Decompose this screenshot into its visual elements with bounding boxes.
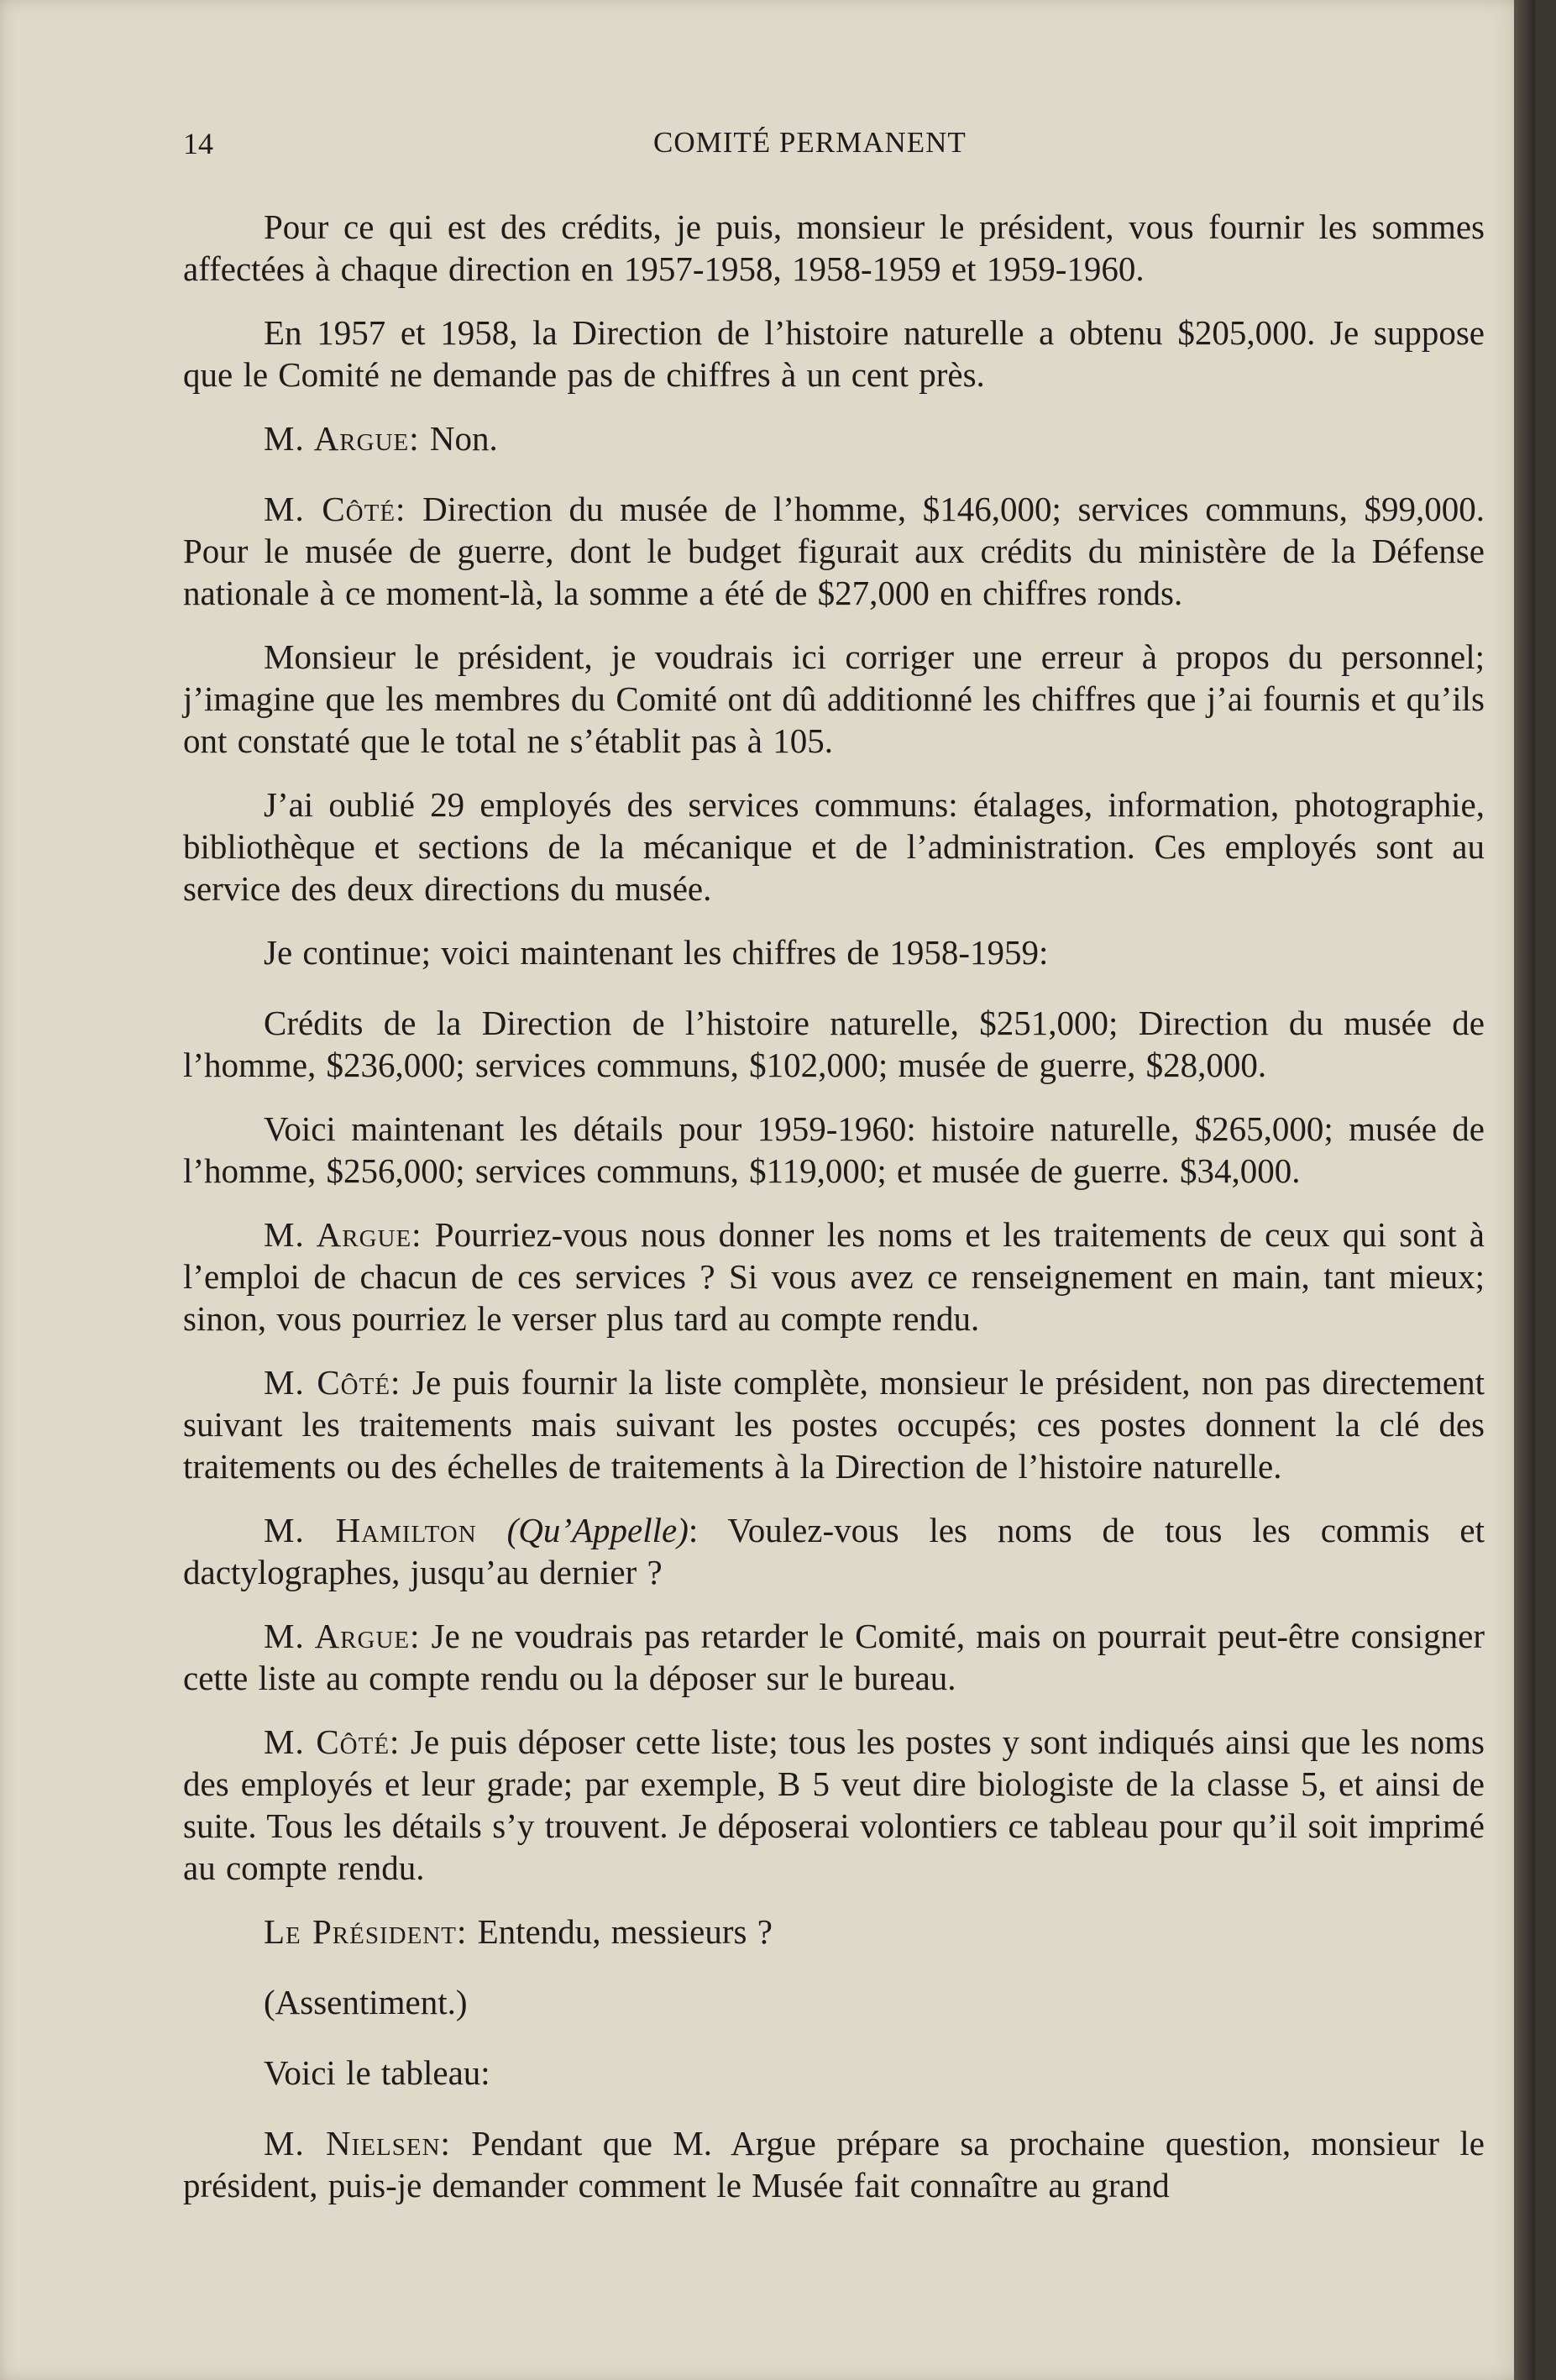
paragraph: M. Argue: Je ne voudrais pas retarder le Comité, mais on pourrait peut-être consigner cette liste au compte rendu ou la déposer sur le bureau. [183,1617,1485,1697]
page-edge-shadow [1514,0,1535,2380]
running-head: COMITÉ PERMANENT [653,126,967,159]
page-header [183,126,1485,168]
speaker-name: Le Président: [264,1912,468,1951]
speaker-name: M. Côté: [264,1722,401,1761]
paragraph: M. Côté: Direction du musée de l’homme, $146,000; services communs, $99,000. Pour le musée de guerre, dont le budget figurait aux crédits du ministère de la Défense nationale à ce moment-là, la somme a été de $27,000 en chiffres ronds. [183,490,1485,612]
speaker-name: M. Côté: [264,490,406,528]
paragraph: M. Nielsen: Pendant que M. Argue prépare sa prochaine question, monsieur le président, puis-je demander comment le Musée fait connaître au grand [183,2124,1485,2204]
paragraph: J’ai oublié 29 employés des services communs: étalages, information, photographie, bibliothèque et sections de la mécanique et de l’administration. Ces employés sont au service des deux directions du musée. [183,785,1485,908]
paragraph: M. Côté: Je puis fournir la liste complète, monsieur le président, non pas directement suivant les traitements mais suivant les postes occupés; ces postes donnent la clé des traitements ou des échelles de traitements à la Direction de l’histoire naturelle. [183,1363,1485,1486]
paragraph: M. Argue: Pourriez-vous nous donner les noms et les traitements de ceux qui sont à l’emploi de chacun de ces services ? Si vous avez ce renseignement en main, tant mieux; sinon, vous pourriez le verser plus tard au compte rendu. [183,1215,1485,1338]
speaker-name: M. Argue: [264,1215,422,1254]
speaker-name: M. Hamilton [264,1511,477,1549]
page-number: 14 [183,127,213,160]
page-body [183,206,1485,2228]
riding-name: (Qu’Appelle) [476,1511,689,1549]
paragraph: (Assentiment.) [264,1983,468,2021]
speaker-name: M. Argue: [264,419,420,458]
paragraph: Voici maintenant les détails pour 1959-1960: histoire naturelle, $265,000; musée de l’homme, $256,000; services communs, $119,000; et musée de guerre. $34,000. [183,1109,1485,1190]
paragraph: Monsieur le président, je voudrais ici corriger une erreur à propos du personnel; j’imagine que les membres du Comité ont dû additionné les chiffres que j’ai fournis et qu’ils ont constaté que le total ne s’établit pas à 105. [183,637,1485,760]
paragraph: M. Côté: Je puis déposer cette liste; tous les postes y sont indiqués ainsi que les noms des employés et leur grade; par exemple, B 5 veut dire biologiste de la classe 5, et ainsi de suite. Tous les détails s’y trouvent. Je déposerai volontiers ce tableau pour qu’il soit imprimé au compte rendu. [183,1722,1485,1887]
speaker-name: M. Côté: [264,1363,401,1402]
paragraph: En 1957 et 1958, la Direction de l’histoire naturelle a obtenu $205,000. Je suppose que le Comité ne demande pas de chiffres à un cent près. [183,313,1485,394]
speaker-name: M. Argue: [264,1617,421,1655]
paragraph: Je continue; voici maintenant les chiffres de 1958-1959: [264,933,1049,972]
paragraph: Crédits de la Direction de l’histoire naturelle, $251,000; Direction du musée de l’homme, $236,000; services communs, $102,000; musée de guerre, $28,000. [183,1004,1485,1084]
paragraph: M. Argue: Non. [264,419,498,458]
paragraph: M. Hamilton (Qu’Appelle): Voulez-vous les noms de tous les commis et dactylographes, jusqu’au dernier ? [183,1511,1485,1591]
speaker-name: M. Nielsen: [264,2124,451,2162]
paragraph: Voici le tableau: [264,2053,490,2092]
paragraph: Le Président: Entendu, messieurs ? [264,1912,773,1951]
paragraph: Pour ce qui est des crédits, je puis, monsieur le président, vous fournir les sommes affectées à chaque direction en 1957-1958, 1958-1959 et 1959-1960. [183,207,1485,288]
